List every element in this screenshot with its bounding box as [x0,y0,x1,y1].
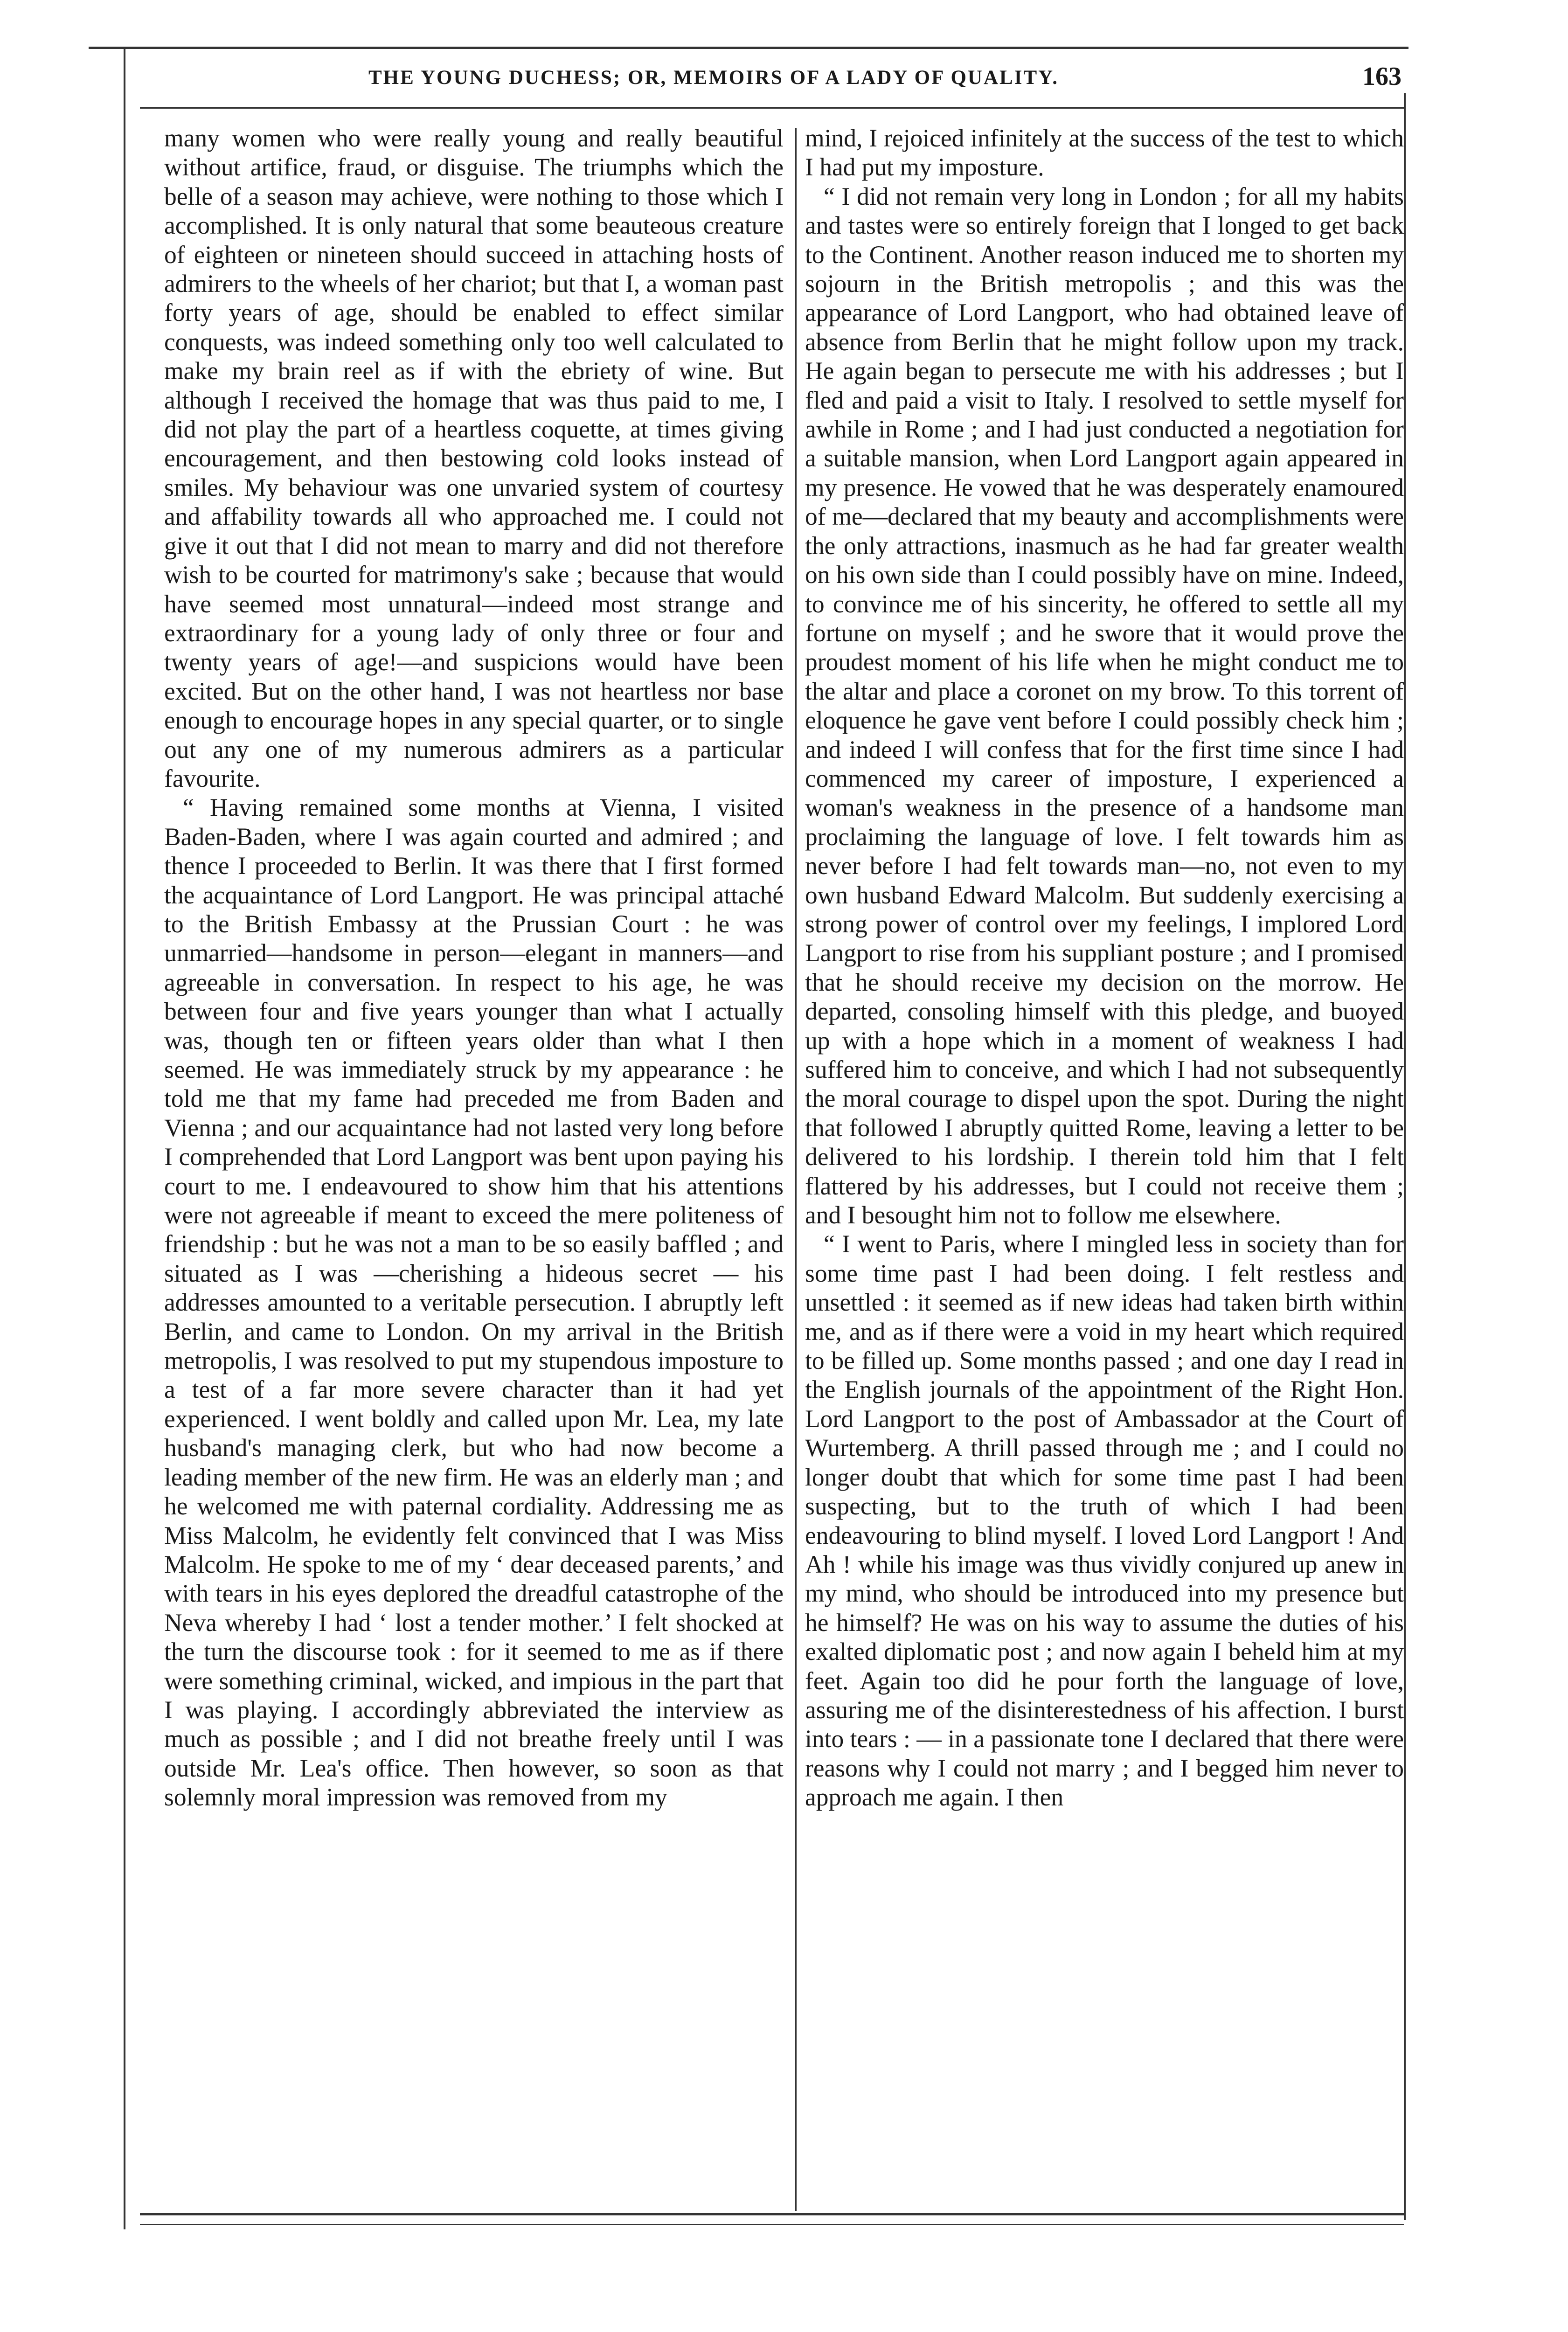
bottom-border-rule [140,2213,1404,2215]
running-title: THE YOUNG DUCHESS; OR, MEMOIRS OF A LADY OF QUALITY. [368,67,1059,89]
paragraph: mind, I rejoiced infinitely at the success of the test to which I had put my imposture. [805,124,1404,181]
right-border-rule [1404,93,1406,2220]
paragraph: “ I did not remain very long in London ; for all my habits and tastes were so entirely foreign that I longed to get back to the Continent. Another reason induced me to shorten my sojourn in the British metropolis ; and this was the appearance of Lord Langport, who had obtained leave of absence from Berlin that he might follow upon my track. He again began to persecute me with his addresses ; but I fled and paid a visit to Italy. I resolved to settle myself for awhile in Rome ; and I had just conducted a negotiation for a suitable mansion, when Lord Langport again appeared in my presence. He vowed that he was desperately enamoured of me—declared that my beauty and accomplishments were the only attractions, inasmuch as he had far greater wealth on his own side than I could possibly have on mine. Indeed, to convince me of his sincerity, he offered to settle all my fortune on myself ; and he swore that it would prove the proudest moment of his life when he might conduct me to the altar and place a coronet on my brow. To this torrent of eloquence he gave vent before I could possibly check him ; and indeed I will confess that for the first time since I had commenced my career of imposture, I experienced a woman's weakness in the presence of a handsome man proclaiming the language of love. I felt towards him as never before I had felt towards man—no, not even to my own husband Edward Malcolm. But suddenly exercising a strong power of control over my feelings, I implored Lord Langport to rise from his suppliant posture ; and I promised that he should receive my decision on the morrow. He departed, consoling himself with this pledge, and buoyed up with a hope which in a moment of weakness I had suffered him to conceive, and which I had not subsequently the moral courage to dispel upon the spot. During the night that followed I abruptly quitted Rome, leaving a letter to be delivered to his lordship. I therein told him that I felt flattered by his addresses, but I could not receive them ; and I besought him not to follow me elsewhere. [805,182,1404,1229]
bottom-border-rule-thin [140,2224,1404,2225]
column-divider [795,128,797,2211]
page-number: 163 [1362,62,1401,91]
header-rule [140,107,1404,109]
left-column [164,124,784,1812]
top-border-rule [89,47,1408,49]
paragraph: “ Having remained some months at Vienna, I visited Baden-Baden, where I was again courted and admired ; and thence I proceeded to Berlin. It was there that I first formed the acquaintance of Lord Langport. He was principal attaché to the British Embassy at the Prussian Court : he was unmarried—handsome in person—elegant in manners—and agreeable in conversation. In respect to his age, he was between four and five years younger than what I actually was, though ten or fifteen years older than what I then seemed. He was immediately struck by my appearance : he told me that my fame had preceded me from Baden and Vienna ; and our acquaintance had not lasted very long before I comprehended that Lord Langport was bent upon paying his court to me. I endeavoured to show him that his attentions were not agreeable if meant to exceed the mere politeness of friendship : but he was not a man to be so easily baffled ; and situated as I was —cherishing a hideous secret — his addresses amounted to a veritable persecution. I abruptly left Berlin, and came to London. On my arrival in the British metropolis, I was resolved to put my stupendous imposture to a test of a far more severe character than it had yet experienced. I went boldly and called upon Mr. Lea, my late husband's managing clerk, but who had now become a leading member of the new firm. He was an elderly man ; and he welcomed me with paternal cordiality. Addressing me as Miss Malcolm, he evidently felt convinced that I was Miss Malcolm. He spoke to me of my ‘ dear deceased parents,’ and with tears in his eyes deplored the dreadful catastrophe of the Neva whereby I had ‘ lost a tender mother.’ I felt shocked at the turn the discourse took : for it seemed to me as if there were something criminal, wicked, and impious in the part that I was playing. I accordingly abbreviated the interview as much as possible ; and I did not breathe freely until I was outside Mr. Lea's office. Then however, so soon as that solemnly moral impression was removed from my [164,793,784,1811]
paragraph: “ I went to Paris, where I mingled less in society than for some time past I had been doing. I felt restless and unsettled : it seemed as if new ideas had taken birth within me, and as if there were a void in my heart which required to be filled up. Some months passed ; and one day I read in the English journals of the appointment of the Right Hon. Lord Langport to the post of Ambassador at the Court of Wurtemberg. A thrill passed through me ; and I could no longer doubt that which for some time past I had been suspecting, but to the truth of which I had been endeavouring to blind myself. I loved Lord Langport ! And Ah ! while his image was thus vividly conjured up anew in my mind, who should be introduced into my presence but he himself? He was on his way to assume the duties of his exalted diplomatic post ; and now again I beheld him at my feet. Again too did he pour forth the language of love, assuring me of the disinterestedness of his affection. I burst into tears : — in a passionate tone I declared that there were reasons why I could not marry ; and I begged him never to approach me again. I then [805,1230,1404,1811]
right-column [805,124,1404,1812]
paragraph: many women who were really young and really beautiful without artifice, fraud, or disguise. The triumphs which the belle of a season may achieve, were nothing to those which I accomplished. It is only natural that some beauteous creature of eighteen or nineteen should succeed in attaching hosts of admirers to the wheels of her chariot; but that I, a woman past forty years of age, should be enabled to effect similar conquests, was indeed something only too well calculated to make my brain reel as if with the ebriety of wine. But although I received the homage that was thus paid to me, I did not play the part of a heartless coquette, at times giving encouragement, and then bestowing cold looks instead of smiles. My behaviour was one unvaried system of courtesy and affability towards all who approached me. I could not give it out that I did not mean to marry and did not therefore wish to be courted for matrimony's sake ; because that would have seemed most unnatural—indeed most strange and extraordinary for a young lady of only three or four and twenty years of age!—and suspicions would have been excited. But on the other hand, I was not heartless nor base enough to encourage hopes in any special quarter, or to single out any one of my numerous admirers as a particular favourite. [164,124,784,792]
left-border-rule [124,47,125,2229]
